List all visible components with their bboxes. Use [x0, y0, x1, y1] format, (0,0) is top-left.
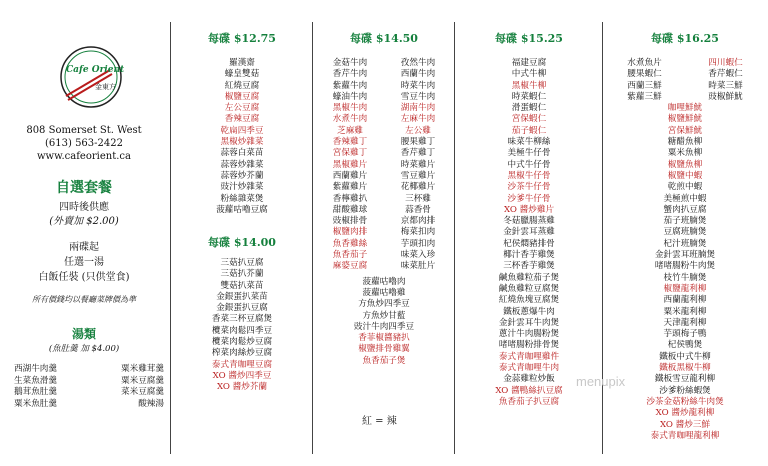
dish-item: 魚香茄子煲: [362, 355, 406, 366]
dish-item: 水煮魚片: [627, 58, 662, 68]
watermark: menupix: [576, 374, 626, 389]
dish-item: XO 醬炒四季豆: [212, 370, 272, 381]
dish-item: 香菲椒醬豬扒: [358, 333, 410, 344]
dish-item: 美極牛仔骨: [507, 148, 551, 159]
dish-item: 魚香茄子: [332, 250, 368, 261]
dish-item: 四川蝦仁: [708, 58, 743, 68]
dish-item: 蠔皇雙菇: [224, 69, 260, 80]
dish-item: 魚香茄子扒豆腐: [498, 396, 560, 407]
dish-item: 黑椒炒雜菜: [220, 137, 264, 148]
dish-item: XO 醬炒三鮮: [659, 419, 711, 430]
dish-item: 西蘭三鮮: [627, 80, 662, 91]
dish-list: [176, 58, 308, 216]
dish-item: 豆腐班腩煲: [663, 227, 707, 238]
dish-item: 椒鹽鮮魷: [667, 114, 703, 125]
set-meal-title: 自選套餐: [56, 180, 112, 196]
spicy-legend: 紅 = 辣: [362, 416, 397, 427]
dish-item: 宮保鮮魷: [667, 125, 703, 136]
dish-item: XO 醬炒芥蘭: [216, 382, 268, 393]
price-header: 每碟 $14.50: [350, 32, 418, 45]
cafe-orient-logo: [58, 44, 124, 110]
dish-item: 黑椒牛仔骨: [507, 170, 551, 181]
dish-item: 時菜雞片: [400, 159, 436, 170]
dish-item: 滑蛋蝦仁: [511, 103, 547, 114]
soup-item: 生菜魚滑羹: [14, 375, 57, 386]
dish-item: 泰式青咖哩牛肉: [498, 363, 560, 374]
dish-item: 時菜蝦仁: [511, 91, 547, 102]
svg-text:Cafe Orient: Cafe Orient: [66, 65, 124, 75]
dish-item: 福建豆腐: [511, 58, 547, 68]
dish-item: 椒鹽龍利柳: [663, 283, 707, 294]
dish-item: 湖南牛肉: [400, 103, 436, 114]
dish-item: 魚香雞絲: [332, 238, 368, 249]
dish-item: 蒜蓉炒雜菜: [220, 159, 264, 170]
price-header: 每碟 $14.00: [208, 236, 276, 249]
dish-item: 啫啫腸粉牛肉煲: [654, 261, 716, 272]
dish-item: 鹹魚雞粒茄子煲: [498, 272, 560, 283]
set-meal-rule2: 任選一湯: [64, 257, 104, 268]
dish-item: 紅燒豆腐: [224, 80, 260, 91]
set-meal-time: 四時後供應: [59, 202, 109, 213]
soup-item: 西湖牛肉羹: [14, 364, 57, 374]
dish-item: 椰汁香芋雞煲: [503, 250, 555, 261]
dish-item: 椒鹽排骨雞翼: [358, 344, 410, 355]
dish-item: 蠔油牛肉: [332, 91, 368, 102]
dish-item: 豉椒排骨: [332, 216, 368, 227]
dish-item: XO 醬炒雞片: [503, 204, 555, 215]
dish-grid: [318, 58, 450, 273]
dish-item: 泰式青咖哩雞件: [498, 351, 560, 362]
dish-item: 金銀蛋扒菜苗: [216, 291, 268, 302]
dish-item: 杞侯鴨煲: [667, 340, 703, 351]
dish-item: 金針雲耳牛肉煲: [498, 317, 560, 328]
dish-list: [606, 103, 764, 442]
dish-item: 茄子班腩煲: [663, 216, 707, 227]
dish-item: 香芹雞丁: [400, 148, 436, 159]
dish-item: 天津龍利柳: [663, 317, 707, 328]
column-divider: [170, 22, 171, 454]
dish-item: 左公豆腐: [224, 103, 260, 114]
dish-item: 粟米龍利柳: [663, 306, 707, 317]
dish-item: 時菜牛肉: [400, 80, 436, 91]
dish-item: 杞侯燜豬排骨: [503, 238, 555, 249]
dish-item: 三杯雞: [405, 193, 431, 204]
dish-item: 美極煎中蝦: [663, 193, 707, 204]
dish-item: XO 醬鴨絲扒豆腐: [495, 385, 563, 396]
dish-item: 芋頭扣肉: [400, 238, 436, 249]
dish-item: 欖菜肉鬆炒豆腐: [211, 337, 273, 348]
dish-item: 時菜三鮮: [708, 80, 743, 91]
dish-list: [318, 277, 450, 367]
dish-item: 黑椒牛柳: [511, 80, 547, 91]
set-meal-rule3: 白飯任裝 (只供堂食): [38, 272, 130, 283]
info-panel: [0, 0, 168, 466]
dish-item: 雪豆雞片: [400, 170, 436, 181]
dish-item: 豉椒鮮魷: [708, 91, 743, 102]
dish-item: 椒鹽中蝦: [667, 170, 703, 181]
dish-item: 榨菜肉絲炒豆腐: [211, 348, 273, 359]
dish-item: 菠蘿咕嚕雞: [362, 287, 406, 298]
dish-item: 金菇牛肉: [332, 58, 368, 68]
dish-item: 枝竹牛腩煲: [663, 272, 707, 283]
dish-item: 羅漢齋: [229, 58, 255, 68]
dish-item: 蒜香骨: [405, 204, 431, 215]
dish-item: 椒鹽肉排: [332, 227, 368, 238]
dish-item: 紅燒魚塊豆腐煲: [498, 295, 560, 306]
dish-item: 甜酸雞球: [332, 204, 368, 215]
dish-item: 鐵板雪豆龍利柳: [654, 374, 716, 385]
dish-item: 腰果蝦仁: [627, 69, 662, 80]
price-note: 所有價錢均以餐廳菜牌價為準: [32, 295, 136, 304]
dish-list: [176, 258, 308, 394]
soup-item: 菜米豆腐羹: [121, 387, 164, 398]
dish-item: 黑椒雞片: [332, 159, 368, 170]
dish-item: 花椰雞片: [400, 182, 436, 193]
dish-item: 金針雲耳蒸雞: [503, 227, 555, 238]
dish-item: 鐵板中式牛柳: [659, 351, 711, 362]
dish-item: 雙菇扒菜苗: [220, 280, 264, 291]
dish-item: 香辣雞丁: [332, 137, 368, 148]
soup-item: 酸辣湯: [138, 399, 164, 410]
soup-title: 湯類: [71, 327, 96, 341]
dish-item: 中式牛柳: [511, 69, 547, 80]
dish-item: 糖醋魚柳: [667, 137, 703, 148]
dish-item: 紫蘿牛肉: [332, 80, 368, 91]
dish-item: 欖菜肉鬆四季豆: [211, 325, 273, 336]
website[interactable]: www.cafeorient.ca: [37, 151, 131, 162]
menu-column-3: [460, 30, 598, 408]
dish-item: 茄子蝦仁: [511, 125, 547, 136]
dish-item: 芋頭梅子鴨: [663, 329, 707, 340]
dish-item: 三菇扒芥蘭: [220, 269, 264, 280]
dish-item: 鹹魚雞粒豆腐煲: [498, 283, 560, 294]
dish-item: 宮保蝦仁: [511, 114, 547, 125]
dish-item: 西蘭牛肉: [400, 69, 436, 80]
dish-item: 京都肉排: [400, 216, 436, 227]
dish-item: 中式牛仔骨: [507, 159, 551, 170]
dish-item: 麻婆豆腐: [332, 261, 368, 272]
dish-item: 粟米魚柳: [667, 148, 703, 159]
dish-item: 蔥汁牛肉腸粉煲: [498, 329, 560, 340]
price-header: 每碟 $12.75: [208, 32, 276, 45]
dish-item: 沙爹牛仔骨: [507, 193, 551, 204]
dish-item: 鐵板黑椒牛柳: [659, 363, 711, 374]
dish-item: 粉絲雜菜煲: [220, 193, 264, 204]
soup-list: [14, 364, 164, 411]
dish-item: 左公雞: [405, 125, 431, 136]
dish-item: 金銀蛋扒豆腐: [216, 303, 268, 314]
dish-item: 鐵板蔥爆牛肉: [503, 306, 555, 317]
dish-item: 金針雲耳班腩煲: [654, 250, 716, 261]
dish-item: 紫蘿三鮮: [627, 91, 662, 102]
dish-item: 豉汁牛肉四季豆: [353, 321, 415, 332]
dish-item: 椒鹽魚柳: [667, 159, 703, 170]
dish-item: 香檸雞扒: [332, 193, 368, 204]
dish-item: 梅菜扣肉: [400, 227, 436, 238]
price-header: 每碟 $15.25: [495, 32, 563, 45]
set-meal-rule1: 兩碟起: [69, 242, 99, 253]
soup-item: 鵝茸魚肚羹: [14, 387, 57, 398]
dish-item: 黑椒牛肉: [332, 103, 368, 114]
dish-item: XO 醬炒龍利柳: [655, 408, 715, 419]
dish-item: 椒鹽豆腐: [224, 91, 260, 102]
soup-item: 粟米雞茸羹: [121, 364, 164, 374]
phone: (613) 563-2422: [45, 138, 123, 149]
dish-item: 豉汁炒雜菜: [220, 182, 264, 193]
dish-item: 金蒜雞粒炒飯: [503, 374, 555, 385]
dish-item: 香芹牛肉: [332, 69, 368, 80]
dish-item: 蟹肉扒豆腐: [663, 204, 707, 215]
dish-item: 味菜牛柳絲: [507, 137, 551, 148]
menu-column-1: [176, 30, 308, 216]
dish-grid: [606, 58, 764, 103]
column-divider: [602, 22, 603, 454]
dish-item: 啫啫腸粉排骨煲: [498, 340, 560, 351]
menu-column-4: [606, 30, 764, 442]
set-meal-takeout: (外賣加 $2.00): [49, 216, 119, 227]
dish-item: 水煮牛肉: [332, 114, 368, 125]
dish-item: 芝麻雞: [337, 125, 363, 136]
menu-column-2: [318, 30, 450, 367]
dish-item: 泰式青咖哩豆腐: [211, 359, 273, 370]
dish-item: 味菜入珍: [400, 250, 436, 261]
svg-text:金東方: 金東方: [95, 83, 116, 91]
dish-item: 杞汁班腩煲: [663, 238, 707, 249]
dish-item: 乾扁四季豆: [220, 125, 264, 136]
dish-item: 西蘭雞片: [332, 170, 368, 181]
dish-item: 菠蘿咕嚕豆腐: [216, 204, 268, 215]
dish-item: 香芹蝦仁: [708, 69, 743, 80]
dish-item: 方魚炒四季豆: [358, 299, 410, 310]
dish-item: 沙茶金菇粉絲牛肉煲: [646, 396, 724, 407]
dish-item: 味菜肚片: [400, 261, 436, 272]
dish-item: 紫蘿雞片: [332, 182, 368, 193]
dish-item: 三杯香芋雞煲: [503, 261, 555, 272]
dish-item: 沙爹粉絲蝦煲: [659, 385, 711, 396]
soup-surcharge: (魚肚羹 加 $4.00): [48, 344, 120, 354]
dish-item: 沙茶牛仔骨: [507, 182, 551, 193]
dish-item: 三菇扒豆腐: [220, 258, 264, 268]
column-divider: [454, 22, 455, 454]
dish-item: 蒜蓉炒芥蘭: [220, 170, 264, 181]
dish-item: 左麻牛肉: [400, 114, 436, 125]
dish-item: 乾煎中蝦: [667, 182, 703, 193]
dish-item: 雪豆牛肉: [400, 91, 436, 102]
dish-item: 蒜蓉白菜苗: [220, 148, 264, 159]
dish-item: 咖哩鮮魷: [667, 103, 703, 114]
price-header: 每碟 $16.25: [651, 32, 719, 45]
dish-list: [460, 58, 598, 408]
dish-item: 香辣豆腐: [224, 114, 260, 125]
dish-item: 方魚炒甘藍: [362, 310, 406, 321]
dish-item: 西蘭龍利柳: [663, 295, 707, 306]
soup-item: 粟米豆腐羹: [121, 375, 164, 386]
soup-item: 粟米魚肚羹: [14, 399, 57, 410]
dish-item: 冬菇臘腸蒸雞: [503, 216, 555, 227]
dish-item: 腰果雞丁: [400, 137, 436, 148]
dish-item: 孜然牛肉: [400, 58, 436, 68]
dish-item: 宮保雞丁: [332, 148, 368, 159]
address: 808 Somerset St. West: [26, 125, 142, 136]
dish-item: 香菜三杯豆腐煲: [211, 314, 273, 325]
dish-item: 菠蘿咕嚕肉: [362, 276, 406, 287]
dish-item: 泰式青咖哩龍利柳: [650, 430, 720, 441]
column-divider: [312, 22, 313, 454]
